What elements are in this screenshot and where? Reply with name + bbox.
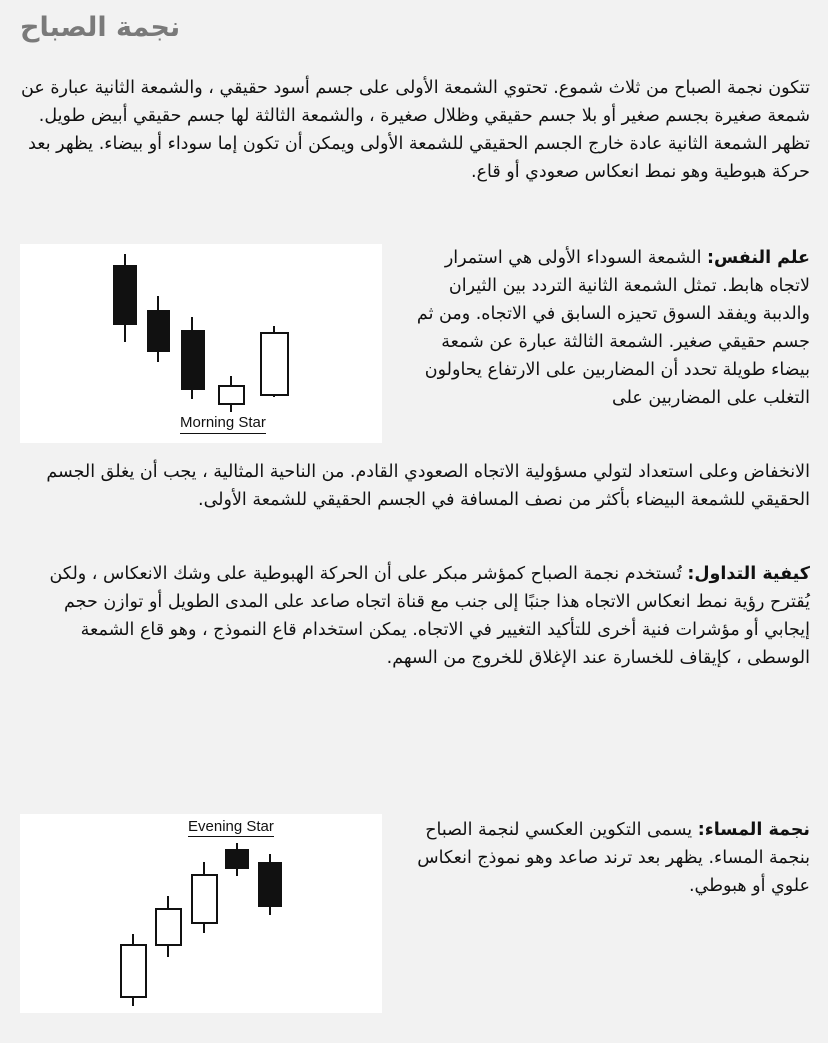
evening-heading: نجمة المساء: — [697, 820, 810, 840]
candle-2-body — [148, 311, 169, 351]
morning-star-figure — [20, 244, 382, 443]
evening-star-caption: Evening Star — [188, 818, 274, 835]
evening-star-figure — [20, 814, 382, 1013]
candle-1-body — [114, 266, 136, 324]
evening-text: يسمى التكوين العكسي لنجمة الصباح بنجمة المساء. يظهر بعد ترند صاعد وهو نموذج انعكاس علوي أو هبوطي. — [417, 820, 810, 896]
psychology-continuation: الانخفاض وعلى استعداد لتولي مسؤولية الاتجاه الصعودي القادم. من الناحية المثالية ، يجب أن يغلق الجسم الحقيقي للشمعة البيضاء بأكثر من نصف المسافة في الجسم الحقيقي للشمعة الأولى. — [46, 462, 810, 510]
psychology-heading: علم النفس: — [707, 248, 810, 268]
candle-2-body — [156, 909, 181, 945]
candle-3-body — [182, 331, 204, 389]
psychology-paragraph — [408, 244, 810, 412]
intro-paragraph: تتكون نجمة الصباح من ثلاث شموع. تحتوي الشمعة الأولى على جسم أسود حقيقي ، والشمعة الثانية عبارة عن شمعة صغيرة بجسم صغير أو بلا جسم حقيقي وظلال صغيرة ، والشمعة الثالثة لها جسم حقيقي أبيض طويل. تظهر الشمعة الثانية عادة خارج الجسم الحقيقي للشمعة الأولى ويمكن أن تكون إما سوداء أو بيضاء. يظهر بعد حركة هبوطية وهو نمط انعكاس صعودي أو قاع. — [21, 78, 810, 182]
evening-star-diagram — [20, 814, 382, 1013]
morning-star-caption: Morning Star — [180, 414, 266, 434]
candle-5-body — [261, 333, 288, 395]
trading-paragraph — [20, 560, 810, 672]
trading-heading: كيفية التداول: — [687, 564, 810, 584]
candle-5-body — [259, 863, 281, 906]
candle-4-body — [226, 850, 248, 868]
page-title: نجمة الصباح — [20, 12, 181, 43]
psychology-text-side: الشمعة السوداء الأولى هي استمرار لاتجاه هابط. تمثل الشمعة الثانية التردد بين الثيران والدببة ويفقد السوق تحيزه السابق في الاتجاه. ومن ثم جسم حقيقي صغير. الشمعة الثالثة عبارة عن شمعة بيضاء طويلة تحدد أن المضاربين على الارتفاع يحاولون التغلب على المضاربين على — [416, 248, 810, 408]
candle-4-body — [219, 386, 244, 404]
trading-text: تُستخدم نجمة الصباح كمؤشر مبكر على أن الحركة الهبوطية على وشك الانعكاس ، ولكن يُقترح رؤية نمط انعكاس الاتجاه هذا جنبًا إلى جنب مع قناة اتجاه صاعد على المدى الطويل أو توازن حجم إيجابي أو مؤشرات فنية أخرى للتأكيد التغيير في الاتجاه. يمكن استخدام قاع النموذج ، وهو قاع الشمعة الوسطى ، كإيقاف للخسارة عند الإغلاق للخروج من السهم. — [49, 564, 810, 668]
candle-1-body — [121, 945, 146, 997]
candle-3-body — [192, 875, 217, 923]
evening-paragraph — [408, 816, 810, 900]
